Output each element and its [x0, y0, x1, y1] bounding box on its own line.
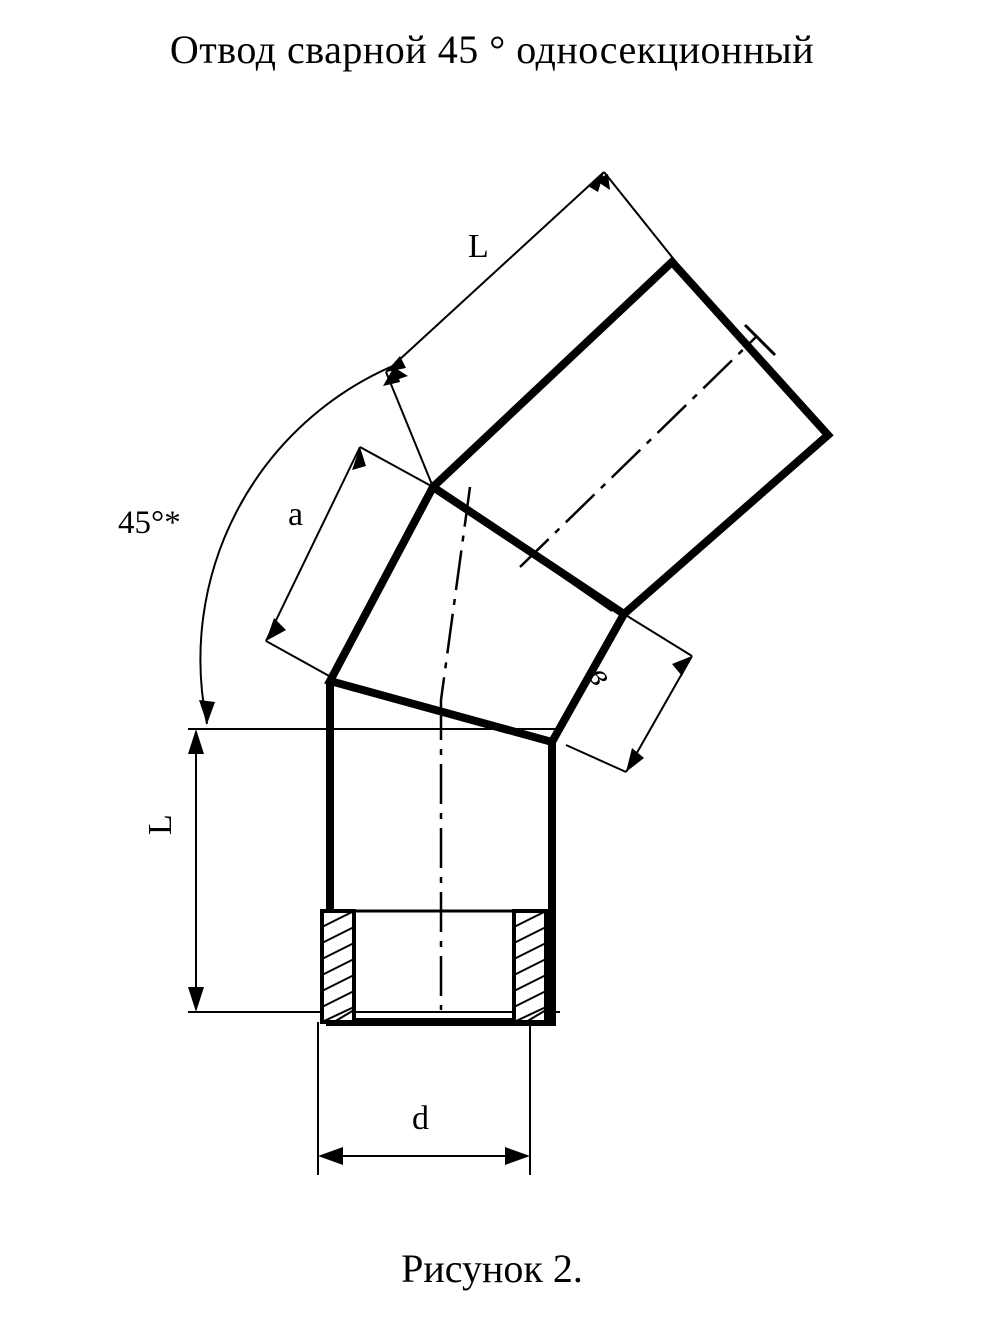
page-title: Отвод сварной 45 ° односекционный — [169, 27, 815, 72]
segment-a-label: a — [288, 496, 304, 533]
angle-label: 45°* — [118, 505, 181, 541]
segment-b-label: в — [580, 660, 620, 693]
length-top-label: L — [468, 228, 489, 265]
length-bottom-label: L — [142, 814, 179, 835]
figure-caption: Рисунок 2. — [401, 1246, 583, 1291]
diameter-label: d — [412, 1100, 429, 1137]
